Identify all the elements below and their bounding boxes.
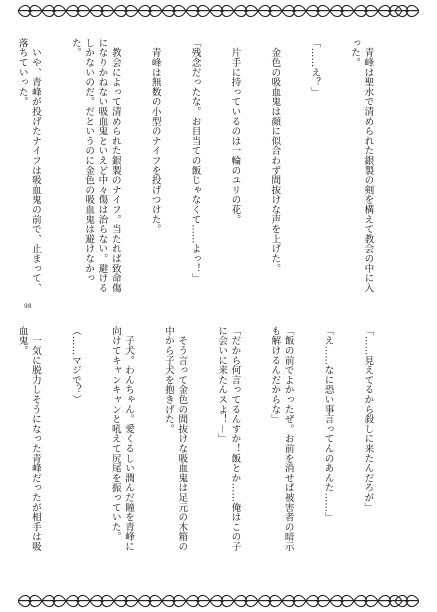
- text-line: 青峰は聖水で清められた銀製の剣を構えて教会の中に入った。: [349, 38, 374, 293]
- top-border-ornament: [18, 4, 419, 18]
- text-line: 子犬。わんちゃん。愛くるしい潤んだ瞳を青峰に向けてキャンキャンと吼えて尻尾を振っていた。: [109, 326, 135, 552]
- text-line: 「え……なに恐い事言ってんのあんた……」: [322, 326, 334, 522]
- page-number: 98: [24, 303, 32, 310]
- text-line: 金色の吸血鬼は顔に似合わず間抜けな声を上げた。: [269, 38, 281, 274]
- text-line: 「……見えてるから殺しに来たんだろが」: [362, 326, 374, 513]
- text-line: 「だから何言ってるんすか！飯とか……俺はこの子に会いに来たんスよ！－」: [216, 326, 241, 552]
- bottom-border-ornament: [18, 594, 419, 608]
- lower-text-block: [16, 326, 401, 561]
- text-line: 一気に脱力しそうになった青峰だったが相手は吸血鬼。: [16, 326, 41, 552]
- text-line: いや、青峰が投げたナイフは吸血鬼の前で、止まって、落ちていった。: [16, 38, 41, 293]
- text-line: 教会によって清められた銀製のナイフ。当たれば致命傷になりかねない吸血鬼といえど中々傷は治らない。避けるしかないのだ。だというのに金色の吸血鬼は避けなかった。: [69, 38, 121, 293]
- text-line: 片手に持っているのは一輪のユリの花。: [229, 38, 241, 225]
- text-line: そう言って金色の間抜けな吸血鬼は足元の木箱の中から子犬を抱きげた。: [162, 326, 188, 552]
- text-line: 「残念だったな。お目当ての飯じゃなくて……よっ！」: [189, 38, 201, 283]
- text-line: 「……え？」: [309, 38, 321, 97]
- text-line: （……マジで？）: [69, 326, 81, 405]
- text-line: 「飯の前でよかったぜ。お前を消せば被害者の暗示も解けるんだからな」: [269, 326, 294, 552]
- text-line: 青峰は無数の小型のナイフを投げつけた。: [149, 38, 161, 234]
- upper-text-block: [16, 38, 401, 300]
